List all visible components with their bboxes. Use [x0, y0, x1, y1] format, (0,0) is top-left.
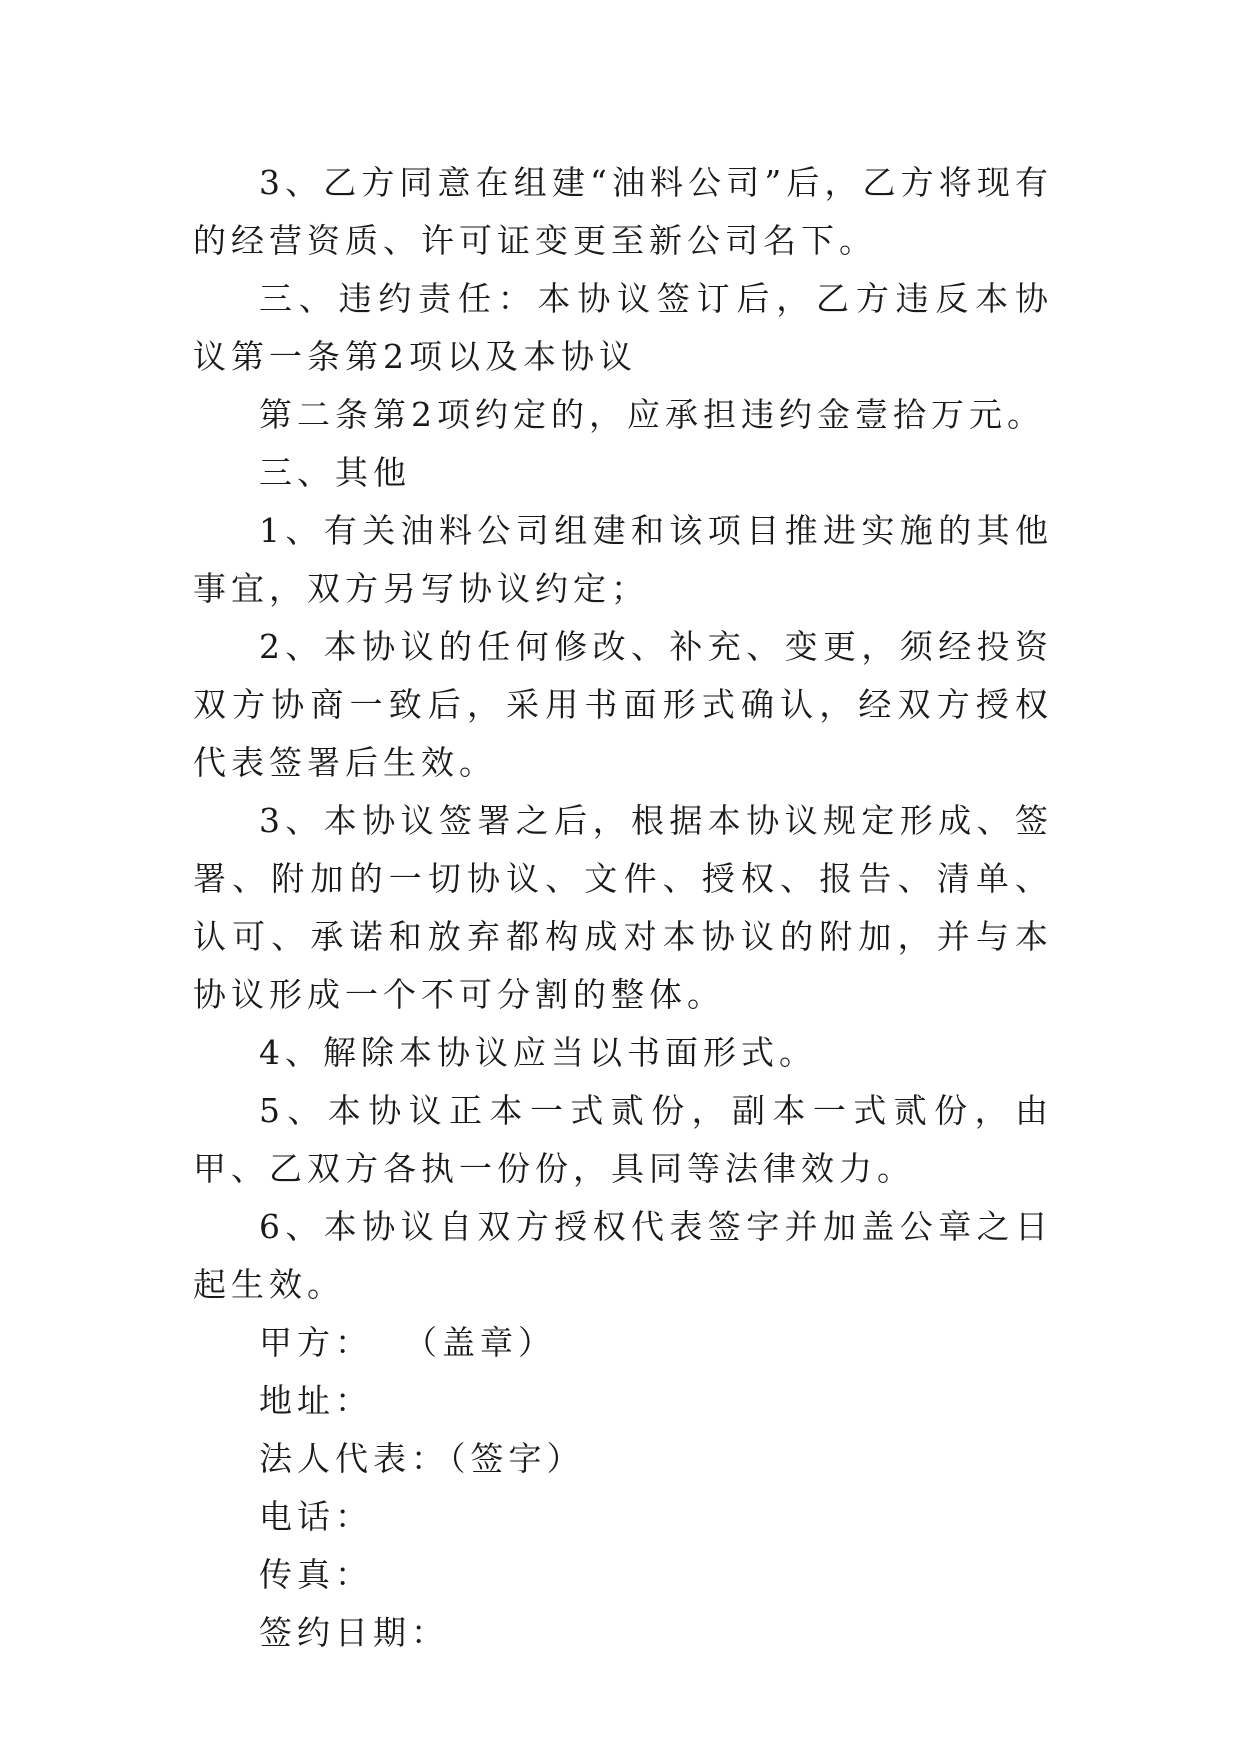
- section-breach-liability: 三、违约责任：本协议签订后，乙方违反本协议第一条第2项以及本协议: [193, 279, 1053, 376]
- other-clause-5: 5、本协议正本一式贰份，副本一式贰份，由甲、乙双方各执一份份，具同等法律效力。: [193, 1091, 1053, 1188]
- signature-block: [193, 1314, 1053, 1662]
- other-clause-6: 6、本协议自双方授权代表签字并加盖公章之日起生效。: [193, 1207, 1053, 1304]
- party-a-seal-line: 甲方： （盖章）: [259, 1323, 556, 1362]
- other-clause-2: 2、本协议的任何修改、补充、变更，须经投资双方协商一致后，采用书面形式确认，经双方授权代表签署后生效。: [193, 627, 1053, 782]
- clause-3-qualification-transfer: 3、乙方同意在组建“油料公司”后，乙方将现有的经营资质、许可证变更至新公司名下。: [193, 163, 1053, 260]
- address-line: 地址：: [259, 1381, 373, 1420]
- signing-date-line: 签约日期：: [259, 1613, 449, 1652]
- other-clause-4: 4、解除本协议应当以书面形式。: [259, 1033, 817, 1072]
- document-body: [193, 154, 1053, 1662]
- other-clause-3: 3、本协议签署之后，根据本协议规定形成、签署、附加的一切协议、文件、授权、报告、清单、认可、承诺和放弃都构成对本协议的附加，并与本协议形成一个不可分割的整体。: [193, 801, 1053, 1014]
- other-clause-1: 1、有关油料公司组建和该项目推进实施的其他事宜，双方另写协议约定；: [193, 511, 1053, 608]
- phone-line: 电话：: [259, 1497, 373, 1536]
- fax-line: 传真：: [259, 1555, 373, 1594]
- legal-representative-line: 法人代表：（签字）: [259, 1439, 585, 1478]
- section-other-heading: 三、其他: [259, 453, 411, 492]
- breach-liability-continuation: 第二条第2项约定的，应承担违约金壹拾万元。: [259, 395, 1045, 434]
